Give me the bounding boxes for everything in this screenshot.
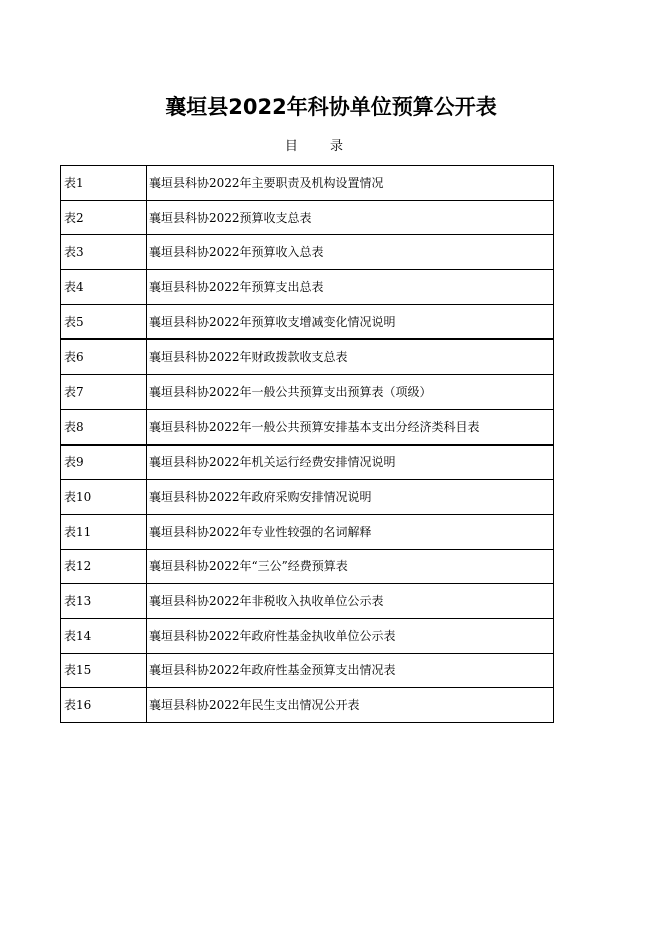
- toc-row[interactable]: [61, 445, 554, 480]
- toc-row[interactable]: [61, 514, 554, 549]
- toc-row-title[interactable]: 襄垣县科协2022年主要职责及机构设置情况: [147, 166, 554, 201]
- toc-row-number: 表4: [61, 270, 147, 305]
- toc-row-title[interactable]: 襄垣县科协2022年民生支出情况公开表: [147, 688, 554, 723]
- toc-row[interactable]: [61, 618, 554, 653]
- toc-row-title[interactable]: 襄垣县科协2022年财政拨款收支总表: [147, 339, 554, 374]
- toc-row[interactable]: [61, 409, 554, 444]
- toc-row-number: 表2: [61, 200, 147, 235]
- toc-row-title[interactable]: 襄垣县科协2022年政府采购安排情况说明: [147, 480, 554, 515]
- toc-row-number: 表14: [61, 618, 147, 653]
- toc-row-number: 表8: [61, 409, 147, 444]
- toc-row-title[interactable]: 襄垣县科协2022年一般公共预算安排基本支出分经济类科目表: [147, 409, 554, 444]
- toc-row-number: 表3: [61, 235, 147, 270]
- toc-row-title[interactable]: 襄垣县科协2022年专业性较强的名词解释: [147, 514, 554, 549]
- toc-row[interactable]: [61, 166, 554, 201]
- toc-row[interactable]: [61, 304, 554, 339]
- toc-row-title[interactable]: 襄垣县科协2022年政府性基金预算支出情况表: [147, 653, 554, 688]
- toc-row-title[interactable]: 襄垣县科协2022预算收支总表: [147, 200, 554, 235]
- page-title: 襄垣县2022年科协单位预算公开表: [165, 95, 497, 119]
- toc-row-number: 表12: [61, 549, 147, 584]
- toc-row-number: 表1: [61, 166, 147, 201]
- toc-row-number: 表6: [61, 339, 147, 374]
- toc-row-number: 表10: [61, 480, 147, 515]
- toc-row-title[interactable]: 襄垣县科协2022年预算收入总表: [147, 235, 554, 270]
- toc-row-title[interactable]: 襄垣县科协2022年一般公共预算支出预算表（项级）: [147, 375, 554, 410]
- toc-row-title[interactable]: 襄垣县科协2022年政府性基金执收单位公示表: [147, 618, 554, 653]
- toc-row-number: 表7: [61, 375, 147, 410]
- toc-row-number: 表13: [61, 584, 147, 619]
- toc-row-number: 表15: [61, 653, 147, 688]
- toc-row-number: 表5: [61, 304, 147, 339]
- toc-row[interactable]: [61, 235, 554, 270]
- toc-row[interactable]: [61, 549, 554, 584]
- toc-row[interactable]: [61, 200, 554, 235]
- toc-row-number: 表11: [61, 514, 147, 549]
- toc-row[interactable]: [61, 270, 554, 305]
- toc-row-title[interactable]: 襄垣县科协2022年“三公”经费预算表: [147, 549, 554, 584]
- toc-table: [60, 165, 554, 723]
- toc-heading: 目 录: [284, 139, 358, 154]
- toc-row[interactable]: [61, 375, 554, 410]
- toc-row-title[interactable]: 襄垣县科协2022年机关运行经费安排情况说明: [147, 445, 554, 480]
- toc-row-number: 表9: [61, 445, 147, 480]
- toc-row[interactable]: [61, 339, 554, 374]
- toc-row-title[interactable]: 襄垣县科协2022年非税收入执收单位公示表: [147, 584, 554, 619]
- toc-row-title[interactable]: 襄垣县科协2022年预算收支增减变化情况说明: [147, 304, 554, 339]
- toc-row[interactable]: [61, 688, 554, 723]
- toc-row[interactable]: [61, 653, 554, 688]
- toc-row-title[interactable]: 襄垣县科协2022年预算支出总表: [147, 270, 554, 305]
- toc-row[interactable]: [61, 584, 554, 619]
- toc-row[interactable]: [61, 480, 554, 515]
- toc-row-number: 表16: [61, 688, 147, 723]
